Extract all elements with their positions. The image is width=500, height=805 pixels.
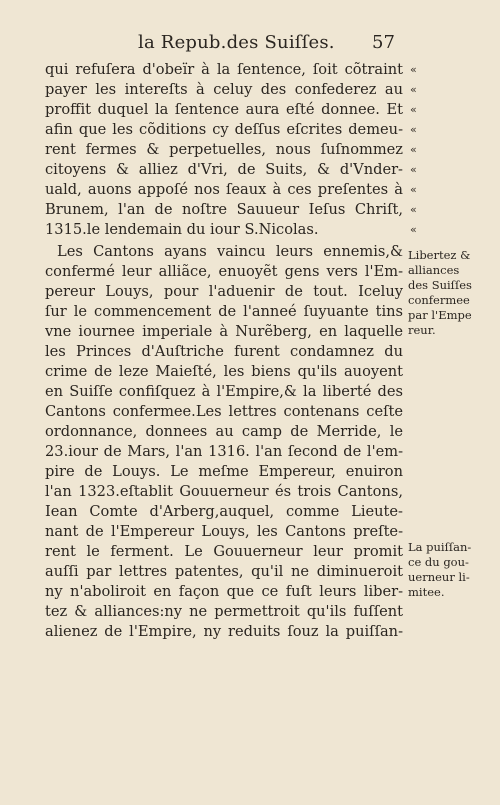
page-number: 57 bbox=[372, 32, 395, 53]
text-line: alienez de l'Empire, ny reduits ſouz la puiſſan- bbox=[45, 623, 403, 640]
text-line: Brunem, l'an de noſtre Sauueur Ieſus Chriſt, bbox=[45, 201, 403, 218]
margin-note-liberties bbox=[408, 248, 492, 338]
quote-mark: « bbox=[410, 123, 416, 136]
margin-note-line: mitee. bbox=[408, 585, 445, 599]
text-line: pereur Louys, pour l'aduenir de tout. Iceluy bbox=[45, 283, 403, 300]
text-line: confermé leur alliãce, enuoyẽt gens vers l'Em- bbox=[45, 263, 403, 280]
margin-note-line: reur. bbox=[408, 323, 436, 337]
margin-note-line: alliances bbox=[408, 263, 460, 277]
text-line: ordonnance, donnees au camp de Merride, le bbox=[45, 423, 403, 440]
text-line: en Suiſſe confiſquez à l'Empire,& la liberté des bbox=[45, 383, 403, 400]
paragraph-start-line: Les Cantons ayans vaincu leurs ennemis,& bbox=[57, 243, 403, 260]
text-line: tez & alliances:ny ne permettroit qu'ils fuſſent bbox=[45, 603, 403, 620]
margin-note-line: uerneur li- bbox=[408, 570, 470, 584]
text-line: uald, auons appoſé nos ſeaux à ces preſentes à bbox=[45, 181, 403, 198]
text-line: 1315.le lendemain du iour S.Nicolas. bbox=[45, 221, 319, 238]
quote-mark: « bbox=[410, 163, 416, 176]
text-line: citoyens & alliez d'Vri, de Suits, & d'Vnder- bbox=[45, 161, 403, 178]
margin-note-line: des Suiſſes bbox=[408, 278, 472, 292]
text-line: Cantons confermee.Les lettres contenans ceſte bbox=[45, 403, 403, 420]
text-line: Iean Comte d'Arberg,auquel, comme Lieute- bbox=[45, 503, 403, 520]
margin-note-line: La puiſſan- bbox=[408, 540, 472, 554]
text-line: qui refuſera d'obeïr à la ſentence, ſoit cõtraint bbox=[45, 61, 403, 78]
running-title: la Repub.des Suiſſes. bbox=[138, 32, 335, 53]
text-line: vne iournee imperiale à Nurẽberg, en laquelle bbox=[45, 323, 403, 340]
quote-mark: « bbox=[410, 203, 416, 216]
text-line: 23.iour de Mars, l'an 1316. l'an ſecond de l'em- bbox=[45, 443, 403, 460]
quote-mark: « bbox=[410, 223, 416, 236]
text-line: afin que les cõditions cy deſſus eſcrites demeu- bbox=[45, 121, 403, 138]
quote-mark: « bbox=[410, 183, 416, 196]
quote-mark: « bbox=[410, 63, 416, 76]
text-line: ſur le commencement de l'anneé ſuyuante tins bbox=[45, 303, 403, 320]
text-line: proffit duquel la ſentence aura eſté donnee. Et bbox=[45, 101, 403, 118]
margin-note-governor bbox=[408, 540, 492, 600]
margin-note-line: Libertez & bbox=[408, 248, 471, 262]
text-line: auſſi par lettres patentes, qu'il ne diminueroit bbox=[45, 563, 403, 580]
margin-note-line: confermee bbox=[408, 293, 470, 307]
text-line: nant de l'Empereur Louys, les Cantons preſte- bbox=[45, 523, 403, 540]
quote-mark: « bbox=[410, 83, 416, 96]
text-line: pire de Louys. Le meſme Empereur, enuiron bbox=[45, 463, 403, 480]
quote-mark: « bbox=[410, 143, 416, 156]
text-line: ny n'aboliroit en façon que ce fuſt leurs liber- bbox=[45, 583, 403, 600]
text-line: les Princes d'Auſtriche furent condamnez du bbox=[45, 343, 403, 360]
text-line: payer les intereſts à celuy des confederez au bbox=[45, 81, 403, 98]
text-line: crime de leze Maieſté, les biens qu'ils auoyent bbox=[45, 363, 403, 380]
quote-mark: « bbox=[410, 103, 416, 116]
text-line: rent fermes & perpetuelles, nous ſuſnommez bbox=[45, 141, 403, 158]
margin-note-line: ce du gou- bbox=[408, 555, 469, 569]
text-line: l'an 1323.eſtablit Gouuerneur és trois Cantons, bbox=[45, 483, 403, 500]
margin-note-line: par l'Empe bbox=[408, 308, 472, 322]
text-line: rent le ferment. Le Gouuerneur leur promit bbox=[45, 543, 403, 560]
